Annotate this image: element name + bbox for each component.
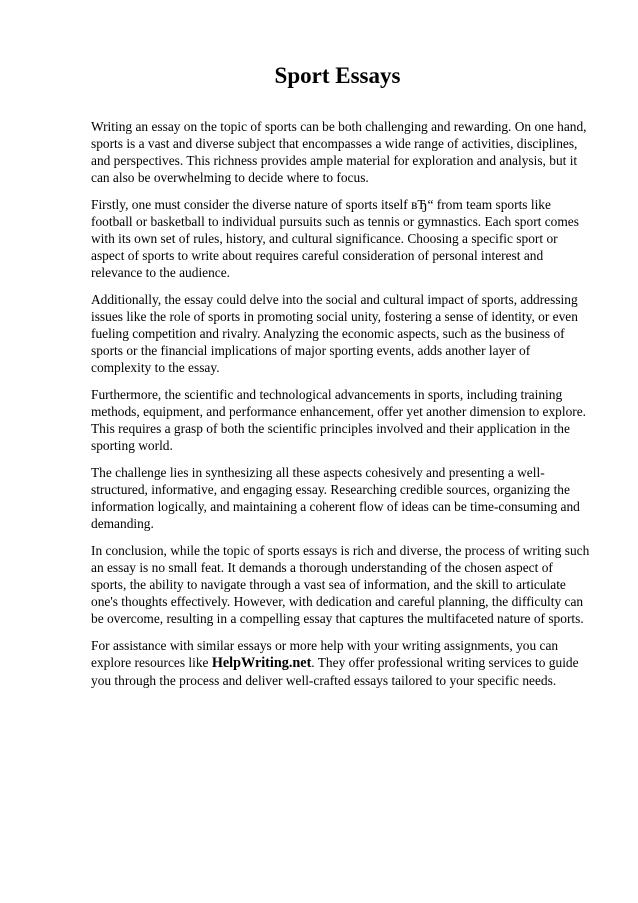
- paragraph-intro: Writing an essay on the topic of sports can be both challenging and rewarding. On one hand, sports is a vast and diverse subject that encompasses a wide range of activities, disciplines, and perspectives. This richness provides ample material for exploration and analysis, but it can also be overwhelming to decide where to focus.: [91, 119, 587, 185]
- document-title: Sport Essays: [274, 63, 401, 88]
- helpwriting-link[interactable]: HelpWriting.net: [211, 655, 312, 671]
- paragraph-diversity: Firstly, one must consider the diverse nature of sports itself вЂ“ from team sports like football or basketball to individual pursuits such as tennis or gymnastics. Each sport comes with its own set of rules, history, and cultural significance. Choosing a specific sport or aspect of sports to write about requires careful consideration of personal interest and relevance to the audience.: [91, 197, 579, 280]
- closing-text-before: For assistance with similar essays or more help with your writing assignments, you can explore resources like: [91, 638, 559, 670]
- paragraph-conclusion: In conclusion, while the topic of sports essays is rich and diverse, the process of writing such an essay is no small feat. It demands a thorough understanding of the chosen aspect of sports, the ability to navigate through a vast sea of information, and the skill to articulate one's thoughts effectively. However, with dedication and careful planning, the difficulty can be overcome, resulting in a compelling essay that captures the multifaceted nature of sports.: [91, 543, 590, 626]
- closing-text-after: . They offer professional writing services to guide you through the process and deliver well-crafted essays tailored to your specific needs.: [91, 655, 579, 688]
- paragraph-social-impact: Additionally, the essay could delve into the social and cultural impact of sports, addressing issues like the role of sports in promoting social unity, fostering a sense of identity, or even fueling competition and rivalry. Analyzing the economic aspects, such as the business of sports or the financial implications of major sporting events, adds another layer of complexity to the essay.: [91, 292, 578, 375]
- paragraph-closing: [91, 637, 591, 689]
- paragraph-challenge: The challenge lies in synthesizing all these aspects cohesively and presenting a well-structured, informative, and engaging essay. Researching credible sources, organizing the information logically, and maintaining a coherent flow of ideas can be time-consuming and demanding.: [91, 465, 580, 531]
- paragraph-science: Furthermore, the scientific and technological advancements in sports, including training methods, equipment, and performance enhancement, offer yet another dimension to explore. This requires a grasp of both the scientific principles involved and their application in the sporting world.: [91, 387, 587, 453]
